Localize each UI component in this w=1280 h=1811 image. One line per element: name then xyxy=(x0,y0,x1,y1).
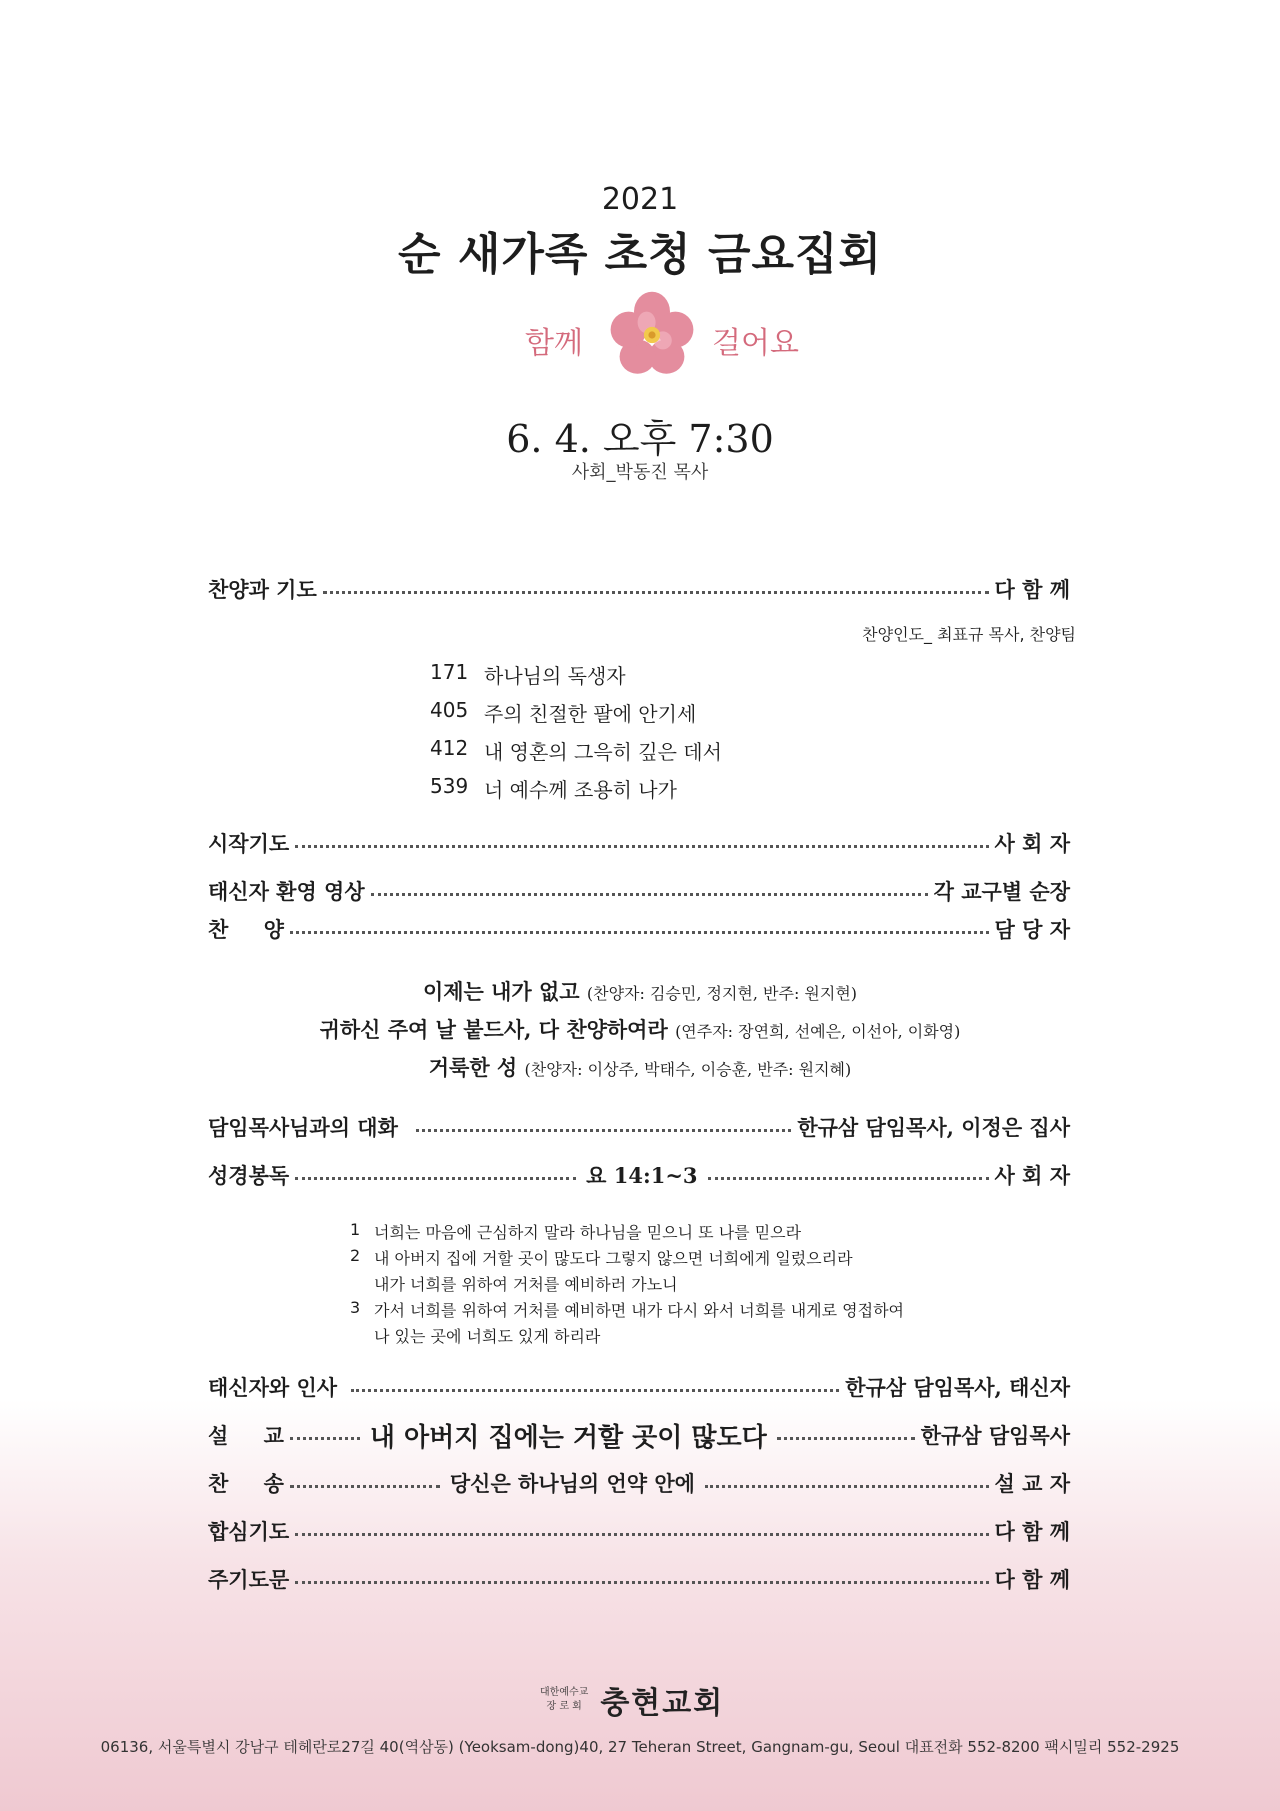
dot-leader xyxy=(416,1129,791,1132)
dot-leader xyxy=(371,893,928,896)
church-logo xyxy=(540,1680,740,1720)
event-year: 2021 xyxy=(601,182,679,217)
event-host: 사회_박동진 목사 xyxy=(571,462,709,483)
dot-leader xyxy=(323,591,989,594)
verse-number: 1 xyxy=(350,1220,361,1239)
dot-leader xyxy=(777,1437,915,1440)
program-label: 담임목사님과의 대화 xyxy=(208,1115,398,1140)
program-label: 찬 양 xyxy=(208,917,284,942)
hymn-title: 주의 친절한 팔에 안기세 xyxy=(484,702,697,726)
program-row-opening-prayer xyxy=(208,826,1070,860)
program-label: 태신자와 인사 xyxy=(208,1375,338,1400)
verse-line xyxy=(350,1246,853,1269)
program-row-greeting xyxy=(208,1370,1070,1404)
hymn-title: 하나님의 독생자 xyxy=(484,664,626,688)
program-label: 찬양과 기도 xyxy=(208,577,317,602)
dot-leader xyxy=(295,1581,988,1584)
program-label: 주기도문 xyxy=(208,1567,290,1592)
logo-denomination-line1: 대한예수교 xyxy=(540,1687,589,1698)
special-song-item xyxy=(0,1014,1280,1044)
praise-leader: 찬양인도_ 최표규 목사, 찬양팀 xyxy=(862,625,1076,644)
dot-leader xyxy=(351,1389,839,1392)
song-title: 귀하신 주여 날 붙드사, 다 찬양하여라 xyxy=(319,1017,668,1042)
song-credit: (찬양자: 김승민, 정지현, 반주: 원지현) xyxy=(586,984,858,1003)
hymn-item xyxy=(430,774,677,803)
dot-leader xyxy=(290,1437,360,1440)
special-song-item xyxy=(0,1052,1280,1082)
verse-number: 2 xyxy=(350,1246,361,1265)
verse-number: 3 xyxy=(350,1298,361,1317)
program-row-scripture xyxy=(208,1158,1070,1192)
program-label: 찬 송 xyxy=(208,1471,284,1496)
verse-text: 너희는 마음에 근심하지 말라 하나님을 믿으니 또 나를 믿으라 xyxy=(374,1223,802,1242)
verse-line xyxy=(350,1324,600,1347)
hymn-title: 너 예수께 조용히 나가 xyxy=(484,778,677,802)
hymn-after-title: 당신은 하나님의 언약 안에 xyxy=(449,1471,695,1496)
dot-leader xyxy=(705,1485,989,1488)
dot-leader xyxy=(295,1177,576,1180)
logo-denomination xyxy=(540,1686,588,1714)
verse-number xyxy=(350,1324,374,1347)
tagline-left: 함께 xyxy=(525,326,583,361)
program-label: 태신자 환영 영상 xyxy=(208,879,365,904)
verse-text: 나 있는 곳에 너희도 있게 하리라 xyxy=(374,1327,601,1346)
program-row-conversation xyxy=(208,1110,1070,1144)
program-responsible: 한규삼 담임목사 xyxy=(920,1423,1070,1448)
dot-leader xyxy=(290,1485,440,1488)
verse-line xyxy=(350,1298,904,1321)
hymn-number: 405 xyxy=(430,698,469,722)
hymn-number: 171 xyxy=(430,660,469,684)
verse-line xyxy=(350,1220,801,1243)
program-row-lords-prayer xyxy=(208,1562,1070,1596)
hymn-title: 내 영혼의 그윽히 깊은 데서 xyxy=(484,740,722,764)
logo-denomination-line2: 장 로 회 xyxy=(546,1701,582,1712)
program-responsible: 다 함 께 xyxy=(994,577,1070,602)
dot-leader xyxy=(295,845,988,848)
program-label: 성경봉독 xyxy=(208,1163,290,1188)
program-row-special-song xyxy=(208,912,1070,946)
song-credit: (찬양자: 이상주, 박태수, 이승훈, 반주: 원지혜) xyxy=(524,1060,852,1079)
page-title: 순 새가족 초청 금요집회 xyxy=(398,229,882,280)
program-responsible: 다 함 께 xyxy=(994,1519,1070,1544)
camellia-flower-icon xyxy=(607,290,697,380)
program-label: 시작기도 xyxy=(208,831,290,856)
dot-leader xyxy=(290,931,989,934)
song-title: 이제는 내가 없고 xyxy=(422,979,580,1004)
event-datetime: 6. 4. 오후 7:30 xyxy=(506,417,774,461)
program-row-praise xyxy=(208,572,1070,606)
program-row-unison-prayer xyxy=(208,1514,1070,1548)
program-responsible: 담 당 자 xyxy=(994,917,1070,942)
dot-leader xyxy=(708,1177,989,1180)
scripture-reference: 요 14:1~3 xyxy=(586,1163,698,1188)
program-responsible: 설 교 자 xyxy=(994,1471,1070,1496)
dot-leader xyxy=(295,1533,988,1536)
program-row-welcome-video xyxy=(208,874,1070,908)
program-label: 설 교 xyxy=(208,1423,284,1448)
verse-text: 내가 너희를 위하여 거처를 예비하러 가노니 xyxy=(374,1275,678,1294)
church-address: 06136, 서울특별시 강남구 테헤란로27길 40(역삼동) (Yeoksam-dong)40, 27 Teheran Street, Gangnam-gu, Seoul 대표전화 552-8200 팩시밀리 552-2925 xyxy=(100,1738,1180,1756)
special-song-item xyxy=(0,976,1280,1006)
song-credit: (연주자: 장연희, 선예은, 이선아, 이화영) xyxy=(675,1022,961,1041)
tagline-right: 걸어요 xyxy=(712,326,799,361)
sermon-title: 내 아버지 집에는 거할 곳이 많도다 xyxy=(369,1422,767,1453)
verse-line xyxy=(350,1272,678,1295)
program-responsible: 각 교구별 순장 xyxy=(933,879,1070,904)
program-responsible: 사 회 자 xyxy=(994,1163,1071,1188)
verse-number xyxy=(350,1272,374,1295)
program-responsible: 한규삼 담임목사, 이정은 집사 xyxy=(797,1115,1070,1140)
verse-text: 가서 너희를 위하여 거처를 예비하면 내가 다시 와서 너희를 내게로 영접하여 xyxy=(374,1301,904,1320)
verse-text: 내 아버지 집에 거할 곳이 많도다 그렇지 않으면 너희에게 일렀으리라 xyxy=(374,1249,853,1268)
hymn-item xyxy=(430,736,722,765)
program-responsible: 사 회 자 xyxy=(994,831,1070,856)
program-row-hymn xyxy=(208,1466,1070,1500)
hymn-item xyxy=(430,660,626,689)
program-row-sermon xyxy=(208,1418,1070,1452)
program-label: 합심기도 xyxy=(208,1519,290,1544)
program-responsible: 한규삼 담임목사, 태신자 xyxy=(845,1375,1070,1400)
song-title: 거룩한 성 xyxy=(428,1055,518,1080)
hymn-number: 539 xyxy=(430,774,469,798)
program-responsible: 다 함 께 xyxy=(994,1567,1070,1592)
logo-church-name: 충현교회 xyxy=(600,1686,725,1721)
hymn-item xyxy=(430,698,696,727)
hymn-number: 412 xyxy=(430,736,469,760)
